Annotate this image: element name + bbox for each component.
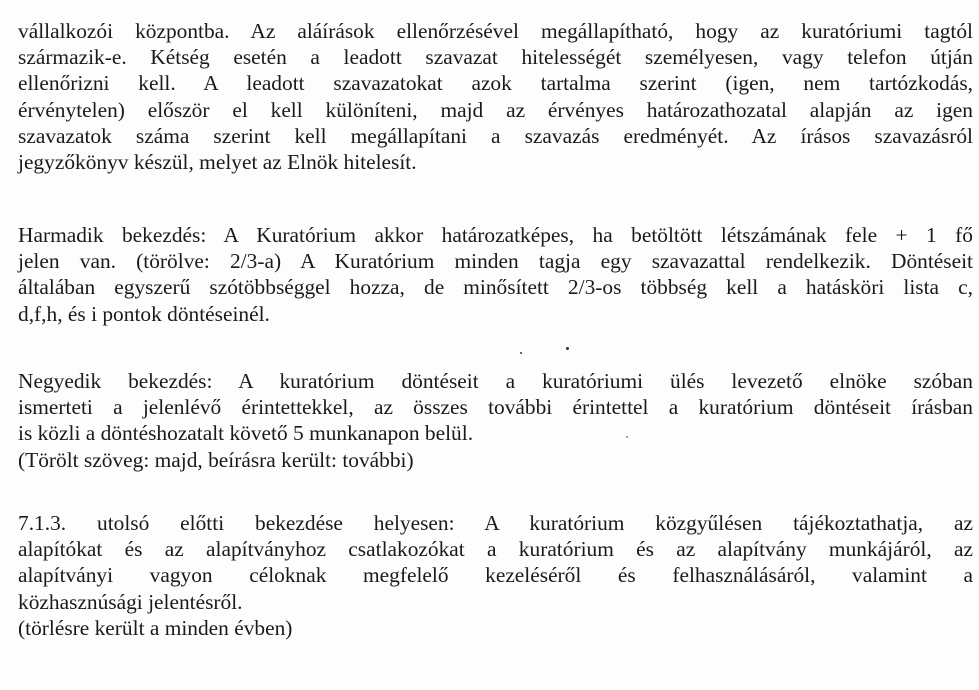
text-line: származik-e. Kétség esetén a leadott szavazat hitelességét személyesen, vagy telefon útján xyxy=(18,45,973,70)
text-line: ismerteti a jelenlévő érintettekkel, az összes további érintettel a kuratórium döntéseit írásban xyxy=(18,395,973,420)
text-line: alapítókat és az alapítványhoz csatlakozókat a kuratórium és az alapítvány munkájáról, az xyxy=(18,537,973,562)
text-line: Negyedik bekezdés: A kuratórium döntéseit a kuratóriumi ülés levezető elnöke szóban xyxy=(18,369,973,393)
paragraph-section-7-1-3 xyxy=(18,510,973,641)
paragraph-third-clause xyxy=(18,222,973,327)
text-line: érvénytelen) először el kell különíteni, majd az érvényes határozathozatal alapján az igen xyxy=(18,97,973,122)
text-line: ellenőrizni kell. A leadott szavazatokat azok tartalma szerint (igen, nem tartózkodás, xyxy=(18,71,973,96)
text-line: jegyzőkönyv készül, melyet az Elnök hitelesít. xyxy=(18,149,417,174)
text-line: (Törölt szöveg: majd, beírásra került: további) xyxy=(18,447,414,472)
text-line: általában egyszerű szótöbbséggel hozza, de minősített 2/3-os többség kell a hatásköri lista c, xyxy=(18,275,973,300)
text-line: alapítványi vagyon céloknak megfelelő kezeléséről és felhasználásáról, valamint a xyxy=(18,563,973,588)
scan-speck xyxy=(566,347,569,350)
text-line: d,f,h, és i pontok döntéseinél. xyxy=(18,301,270,326)
text-line: is közli a döntéshozatalt követő 5 munkanapon belül. xyxy=(18,421,474,446)
text-line: jelen van. (törölve: 2/3-a) A Kuratórium minden tagja egy szavazattal rendelkezik. Döntéseit xyxy=(18,249,973,274)
text-line: vállalkozói központba. Az aláírások ellenőrzésével megállapítható, hogy az kuratóriumi tagtól xyxy=(18,19,973,43)
text-line: közhasznúsági jelentésről. xyxy=(18,589,243,614)
paragraph-fourth-clause xyxy=(18,368,973,473)
text-line: szavazatok száma szerint kell megállapítani a szavazás eredményét. Az írásos szavazásról xyxy=(18,123,973,148)
text-line: (törlésre került a minden évben) xyxy=(18,615,293,640)
scan-speck xyxy=(520,352,522,354)
scan-speck xyxy=(626,436,628,438)
text-line: 7.1.3. utolsó előtti bekezdése helyesen: A kuratórium közgyűlésen tájékoztathatja, az xyxy=(18,511,973,535)
text-line: Harmadik bekezdés: A Kuratórium akkor határozatképes, ha betöltött létszámának fele + 1 fő xyxy=(18,223,973,247)
paragraph-voting-procedure xyxy=(18,18,973,175)
